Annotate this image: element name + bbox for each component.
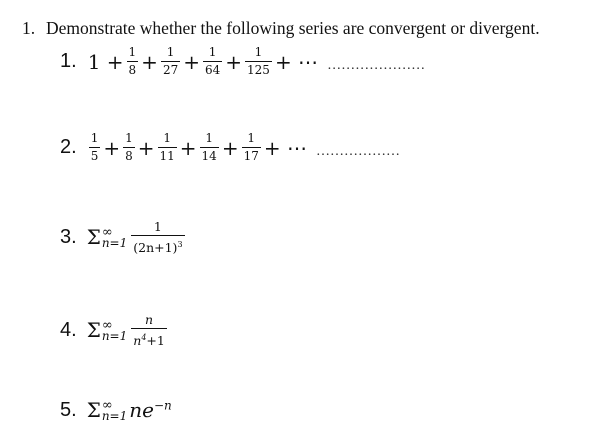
dotted-trail: ………………… (327, 57, 426, 73)
question-heading (22, 18, 540, 39)
sigma-symbol: Σ (86, 225, 101, 250)
item-number: 1. (60, 50, 77, 72)
item-number: 3. (60, 225, 77, 248)
fraction: $\frac{1}{5}$ (90, 131, 99, 163)
ellipsis: + ⋯ (274, 49, 319, 74)
plus-sign: + (221, 135, 239, 160)
sum-limits: ∞ n=1 (101, 224, 128, 250)
series-item-4 (60, 313, 169, 347)
ellipsis: + ⋯ (263, 135, 307, 160)
series-item-3 (60, 220, 187, 254)
item-number: 4. (60, 318, 77, 341)
fraction: $\frac{1}{11}$ (159, 131, 175, 163)
plus-sign: + (183, 49, 200, 74)
dotted-trail: ……………… (316, 143, 400, 159)
question-text: Demonstrate whether the following series are convergent or divergent. (46, 18, 540, 38)
series-item-5 (60, 398, 172, 422)
fraction: $\frac{1}{8}$ (125, 131, 133, 163)
sum-limits: ∞ n=1 (101, 317, 128, 343)
fraction: $\frac{1}{8}$ (128, 45, 137, 77)
plus-sign: + (103, 135, 121, 160)
fraction: $\frac{n}{n^4+1}$ (133, 312, 165, 349)
sigma-symbol: Σ (86, 398, 101, 422)
fraction: $\frac{1}{17}$ (243, 131, 259, 163)
fraction: $\frac{1}{14}$ (201, 131, 217, 163)
item-number: 2. (60, 136, 77, 158)
sigma-symbol: Σ (86, 318, 101, 343)
series-item-1 (60, 46, 425, 77)
series-lead: 1 + (87, 49, 124, 74)
fraction: $\frac{1}{64}$ (204, 45, 221, 77)
series-item-2 (60, 132, 400, 163)
fraction: $\frac{1}{125}$ (247, 45, 270, 77)
plus-sign: + (225, 49, 243, 74)
fraction: $\frac{1}{(2n+1)^3}$ (133, 219, 183, 256)
question-number: 1. (22, 18, 36, 38)
series-term: $ne^{-n}$ (129, 398, 172, 422)
plus-sign: + (137, 135, 155, 160)
fraction: $\frac{1}{27}$ (162, 45, 179, 77)
plus-sign: + (179, 135, 197, 160)
sum-limits: ∞ n=1 (101, 397, 128, 423)
plus-sign: + (141, 49, 158, 74)
item-number: 5. (60, 398, 77, 421)
